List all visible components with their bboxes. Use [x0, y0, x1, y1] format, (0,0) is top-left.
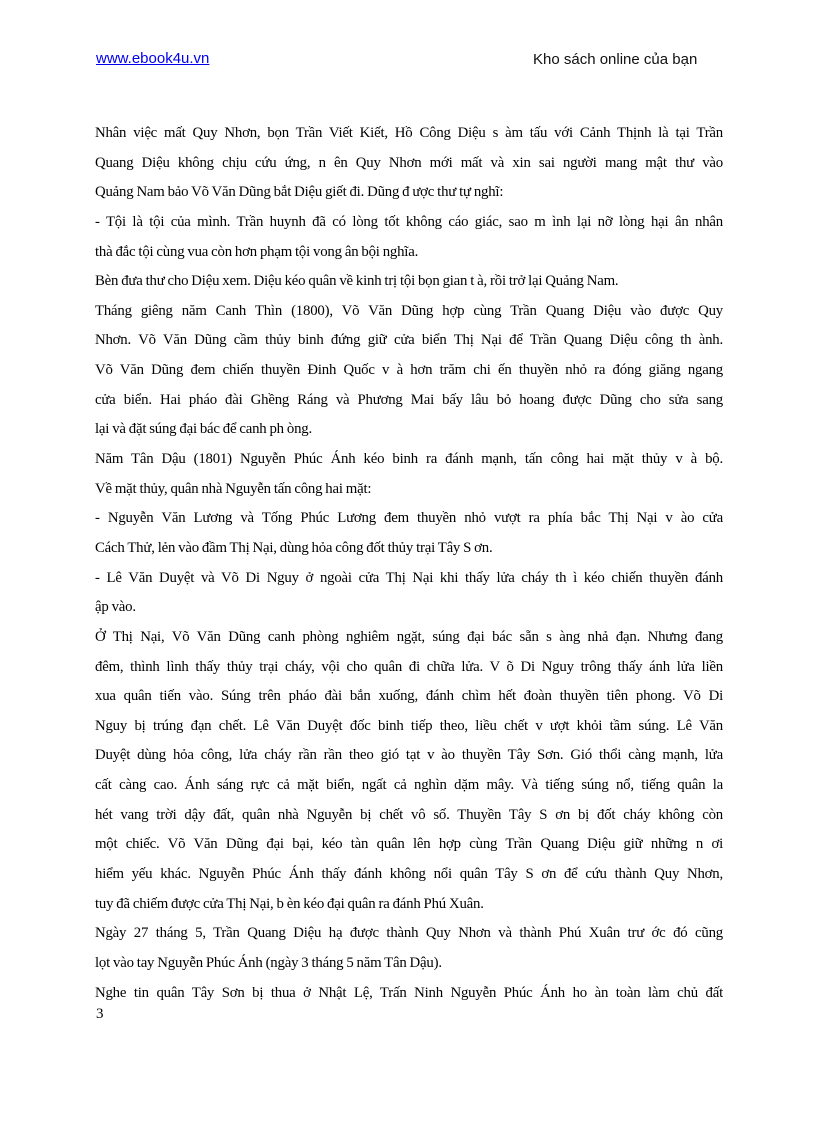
- text-line: tuy đã chiếm được cửa Thị Nại, b èn kéo đại quân ra đánh Phú Xuân.: [95, 895, 484, 912]
- text-line: thà đắc tội cùng vua còn hơn phạm tội vong ân bội nghĩa.: [95, 243, 419, 260]
- text-line: xua quân tiến vào. Súng trên pháo đài bắn xuống, đánh chìm hết đoàn thuyền tiên phong. Võ Di: [95, 688, 723, 705]
- text-line: Ngày 27 tháng 5, Trần Quang Diệu hạ được thành Quy Nhơn và thành Phú Xuân trư ớc đó cũng: [95, 925, 723, 942]
- text-line: hét vang trời dậy đất, quân nhà Nguyễn bị chết vô số. Thuyền Tây S ơn bị đốt cháy không còn: [95, 806, 723, 823]
- text-line: - Nguyễn Văn Lương và Tống Phúc Lương đem thuyền nhỏ vượt ra phía bắc Thị Nại v ào cửa: [95, 510, 723, 527]
- text-line: Tháng giêng năm Canh Thìn (1800), Võ Văn Dũng hợp cùng Trần Quang Diệu vào được Quy: [95, 302, 723, 319]
- text-line: Duyệt dùng hỏa công, lửa cháy rần rần theo gió tạt v ào thuyền Tây Sơn. Gió thổi càng mạnh, lửa: [95, 747, 723, 764]
- text-line: Võ Văn Dũng đem chiến thuyền Đinh Quốc v à hơn trăm chi ến thuyền nhỏ ra đóng giăng ngang: [95, 362, 723, 379]
- text-line: Nhân việc mất Quy Nhơn, bọn Trần Viết Kiết, Hồ Công Diệu s àm tấu với Cảnh Thịnh là tại Trần: [95, 125, 723, 141]
- text-line: lọt vào tay Nguyễn Phúc Ánh (ngày 3 tháng 5 năm Tân Dậu).: [95, 954, 442, 971]
- page-body: [95, 119, 723, 1008]
- text-line: đêm, thình lình thấy thủy trại cháy, vội cho quân đi chữa lửa. V õ Di Nguy trông thấy ánh lửa liền: [95, 658, 723, 675]
- text-line: Năm Tân Dậu (1801) Nguyễn Phúc Ánh kéo binh ra đánh mạnh, tấn công hai mặt thủy v à bộ.: [95, 451, 723, 468]
- text-line: lại và đặt súng đại bác để canh ph òng.: [95, 421, 312, 438]
- text-line: Quang Diệu không chịu cứu ứng, n ên Quy Nhơn mới mất và xin sai người mang mật thư vào: [95, 154, 723, 171]
- text-line: cất càng cao. Ánh sáng rực cả mặt biển, ngất cả nghìn dặm mây. Và tiếng súng nổ, tiếng quân la: [95, 777, 723, 794]
- text-line: Nghe tin quân Tây Sơn bị thua ở Nhật Lệ, Trấn Ninh Nguyễn Phúc Ánh ho àn toàn làm chủ đất: [95, 984, 723, 1001]
- text-line: Bèn đưa thư cho Diệu xem. Diệu kéo quân về kinh trị tội bọn gian t à, rồi trở lại Quảng Nam.: [95, 273, 619, 290]
- text-line: hiểm yếu khác. Nguyễn Phúc Ánh thấy đánh không nổi quân Tây S ơn để cứu thành Quy Nhơn,: [95, 866, 723, 883]
- text-line: Cách Thử, lẻn vào đầm Thị Nại, dùng hỏa công đốt thủy trại Tây S ơn.: [95, 539, 493, 556]
- text-line: ập vào.: [95, 599, 136, 616]
- text-line: - Lê Văn Duyệt và Võ Di Nguy ở ngoài cửa Thị Nại khi thấy lửa cháy th ì kéo chiến thuyền đánh: [95, 569, 723, 586]
- header-tagline: Kho sách online của bạn: [533, 51, 698, 68]
- site-link[interactable]: www.ebook4u.vn: [96, 50, 210, 67]
- text-line: Về mặt thủy, quân nhà Nguyễn tấn công hai mặt:: [95, 480, 372, 497]
- text-line: - Tội là tội của mình. Trần huynh đã có lòng tốt không cáo giác, sao m ình lại nỡ lòng hại ân nhân: [95, 213, 723, 230]
- text-line: Ở Thị Nại, Võ Văn Dũng canh phòng nghiêm ngặt, súng đại bác sẵn s àng nhả đạn. Nhưng đang: [95, 628, 723, 645]
- text-line: Nguy bị trúng đạn chết. Lê Văn Duyệt đốc binh tiếp theo, liều chết v ượt khỏi tầm súng. Lê Văn: [95, 717, 723, 734]
- page-number: 3: [96, 1006, 104, 1022]
- text-line: một chiếc. Võ Văn Dũng đại bại, kéo tàn quân lên hợp cùng Trần Quang Diệu giữ những n ơi: [95, 836, 723, 853]
- text-line: cửa biển. Hai pháo đài Ghềng Ráng và Phương Mai bấy lâu bỏ hoang được Dũng cho sửa sang: [95, 391, 723, 408]
- text-line: Quảng Nam bảo Võ Văn Dũng bắt Diệu giết đi. Dũng đ ược thư tự nghĩ:: [95, 184, 504, 201]
- text-line: Nhơn. Võ Văn Dũng cầm thủy binh đứng giữ cửa biển Thị Nại để Trần Quang Diệu công th ành.: [95, 332, 723, 349]
